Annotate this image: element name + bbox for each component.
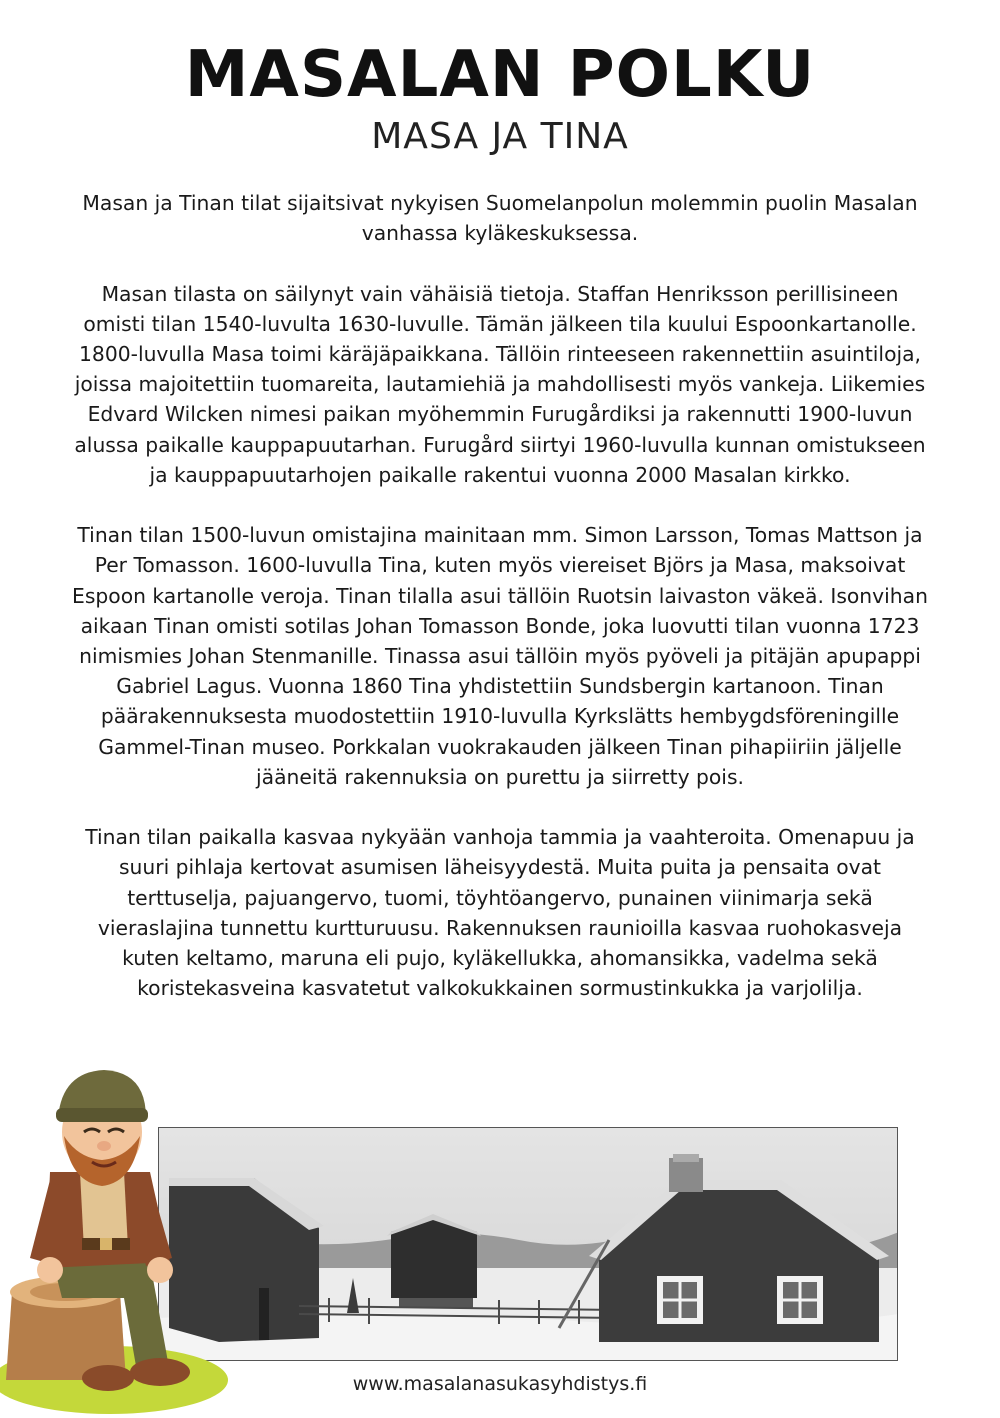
page-title: MASALAN POLKU [184, 38, 816, 112]
article-body [70, 188, 930, 1034]
bearded-man-illustration [0, 1062, 240, 1414]
paragraph-intro: Masan ja Tinan tilat sijaitsivat nykyisen Suomelanpolun molemmin puolin Masalan vanhassa kyläkeskuksessa. [82, 191, 918, 246]
paragraph-tina: Tinan tilan 1500-luvun omistajina mainitaan mm. Simon Larsson, Tomas Mattson ja Per Tomasson. 1600-luvulla Tina, kuten myös viereiset Björs ja Masa, maksoivat Espoon kartanolle veroja. Tinan tilalla asui tällöin Ruotsin laivaston väkeä. Isonvihan aikaan Tinan omisti sotilas Johan Tomasson Bonde, joka luovutti tilan vuonna 1723 nimismies Johan Stenmanille. Tinassa asui tällöin myös pyöveli ja pitäjän apupappi Gabriel Lagus. Vuonna 1860 Tina yhdistettiin Sundsbergin kartanoon. Tinan päärakennuksesta muodostettiin 1910-luvulla Kyrkslätts hembygdsföreningille Gammel-Tinan museo. Porkkalan vuokrakauden jälkeen Tinan pihapiiriin jäljelle jääneitä rakennuksia on purettu ja siirretty pois. [72, 523, 928, 789]
page-subtitle: MASA JA TINA [371, 116, 629, 157]
historical-farm-photo [158, 1127, 898, 1361]
paragraph-masa: Masan tilasta on säilynyt vain vähäisiä tietoja. Staffan Henriksson perillisineen omisti tilan 1540-luvulta 1630-luvulle. Tämän jälkeen tila kuului Espoonkartanolle. 1800-luvulla Masa toimi käräjäpaikkana. Tällöin rinteeseen rakennettiin asuintiloja, joissa majoitettiin tuomareita, lautamiehiä ja mahdollisesti myös vankeja. Liikemies Edvard Wilcken nimesi paikan myöhemmin Furugårdiksi ja rakennutti 1900-luvun alussa paikalle kauppapuutarhan. Furugård siirtyi 1960-luvulla kunnan omistukseen ja kauppapuutarhojen paikalle rakentui vuonna 2000 Masalan kirkko. [74, 281, 926, 487]
website-url[interactable]: www.masalanasukasyhdistys.fi [352, 1373, 648, 1395]
paragraph-plants: Tinan tilan paikalla kasvaa nykyään vanhoja tammia ja vaahteroita. Omenapuu ja suuri pihlaja kertovat asumisen läheisyydestä. Muita puita ja pensaita ovat terttuselja, pajuangervo, tuomi, töyhtöangervo, punainen viinimarja sekä vieraslajina tunnettu kurtturuusu. Rakennuksen raunioilla kasvaa ruohokasveja kuten keltamo, maruna eli pujo, kyläkellukka, ahomansikka, vadelma sekä koristekasveina kasvatetut valkokukkainen sormustinkukka ja varjolilja. [85, 825, 915, 1001]
